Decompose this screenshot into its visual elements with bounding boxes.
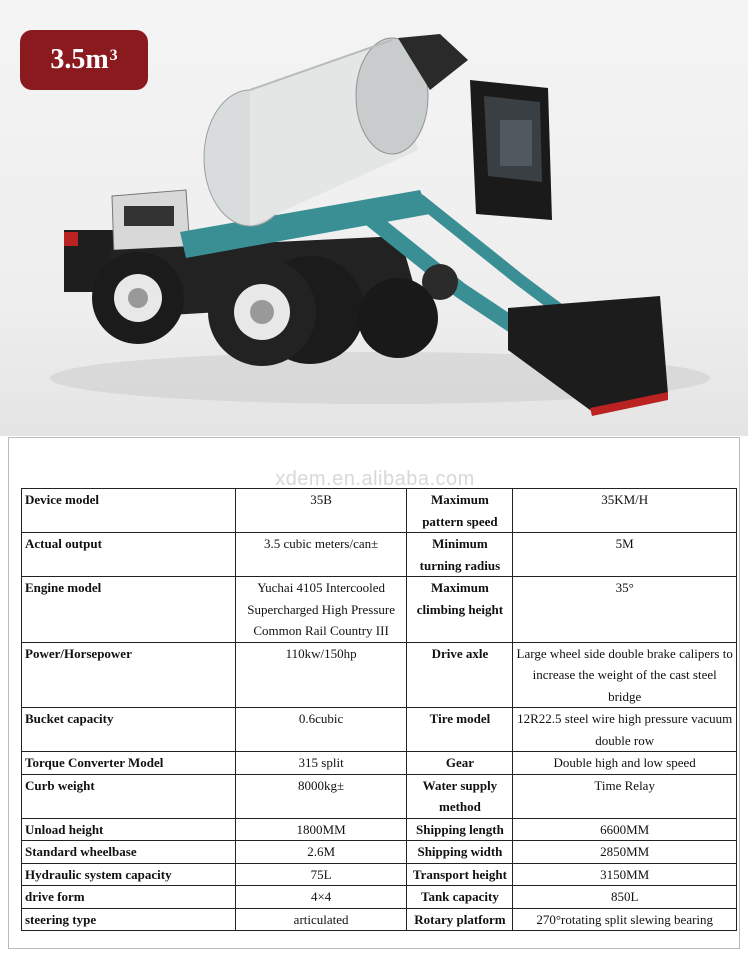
- spec-label: Actual output: [22, 533, 236, 577]
- spec-label: Standard wheelbase: [22, 841, 236, 864]
- specification-table: [21, 488, 737, 931]
- spec-label: Torque Converter Model: [22, 752, 236, 775]
- table-row: [22, 533, 737, 577]
- spec-label: Minimum turning radius: [407, 533, 513, 577]
- spec-value: 35B: [235, 489, 407, 533]
- spec-value: 35°: [513, 577, 737, 643]
- spec-label: Shipping width: [407, 841, 513, 864]
- spec-value: 315 split: [235, 752, 407, 775]
- specification-panel: [8, 437, 740, 949]
- table-row: [22, 752, 737, 775]
- spec-label: Bucket capacity: [22, 708, 236, 752]
- spec-label: Maximum climbing height: [407, 577, 513, 643]
- spec-value: articulated: [235, 908, 407, 931]
- spec-value: 850L: [513, 886, 737, 909]
- spec-label: Water supply method: [407, 774, 513, 818]
- table-row: [22, 908, 737, 931]
- table-row: [22, 708, 737, 752]
- spec-value: 35KM/H: [513, 489, 737, 533]
- spec-label: Shipping length: [407, 818, 513, 841]
- spec-value: 6600MM: [513, 818, 737, 841]
- table-row: [22, 774, 737, 818]
- spec-value: 5M: [513, 533, 737, 577]
- product-photo: [0, 0, 748, 436]
- table-row: [22, 841, 737, 864]
- spec-label: Hydraulic system capacity: [22, 863, 236, 886]
- table-row: [22, 886, 737, 909]
- spec-value: 2.6M: [235, 841, 407, 864]
- table-row: [22, 818, 737, 841]
- watermark: xdem.en.alibaba.com: [275, 468, 475, 490]
- spec-value: 75L: [235, 863, 407, 886]
- spec-value: Large wheel side double brake calipers to increase the weight of the cast steel bridge: [513, 642, 737, 708]
- spec-value: 110kw/150hp: [235, 642, 407, 708]
- spec-label: Tank capacity: [407, 886, 513, 909]
- spec-value: 4×4: [235, 886, 407, 909]
- spec-label: Engine model: [22, 577, 236, 643]
- table-row: [22, 642, 737, 708]
- spec-value: 12R22.5 steel wire high pressure vacuum double row: [513, 708, 737, 752]
- spec-value: Yuchai 4105 Intercooled Supercharged High Pressure Common Rail Country III: [235, 577, 407, 643]
- spec-value: 3.5 cubic meters/can±: [235, 533, 407, 577]
- spec-value: 270°rotating split slewing bearing: [513, 908, 737, 931]
- table-row: [22, 863, 737, 886]
- capacity-badge-superscript: 3: [109, 47, 118, 64]
- spec-value: Time Relay: [513, 774, 737, 818]
- spec-value: 0.6cubic: [235, 708, 407, 752]
- spec-label: Maximum pattern speed: [407, 489, 513, 533]
- spec-label: Gear: [407, 752, 513, 775]
- driver-cab: [470, 80, 552, 220]
- spec-value: 3150MM: [513, 863, 737, 886]
- spec-value: 1800MM: [235, 818, 407, 841]
- spec-label: steering type: [22, 908, 236, 931]
- spec-label: Rotary platform: [407, 908, 513, 931]
- spec-label: Unload height: [22, 818, 236, 841]
- spec-value: 8000kg±: [235, 774, 407, 818]
- spec-label: Device model: [22, 489, 236, 533]
- table-row: [22, 489, 737, 533]
- spec-label: Curb weight: [22, 774, 236, 818]
- table-row: [22, 577, 737, 643]
- capacity-badge-text: 3.5m: [50, 44, 109, 75]
- spec-label: Transport height: [407, 863, 513, 886]
- spec-label: Drive axle: [407, 642, 513, 708]
- capacity-badge: [20, 30, 148, 90]
- spec-label: Power/Horsepower: [22, 642, 236, 708]
- spec-label: drive form: [22, 886, 236, 909]
- spec-value: 2850MM: [513, 841, 737, 864]
- spec-label: Tire model: [407, 708, 513, 752]
- spec-value: Double high and low speed: [513, 752, 737, 775]
